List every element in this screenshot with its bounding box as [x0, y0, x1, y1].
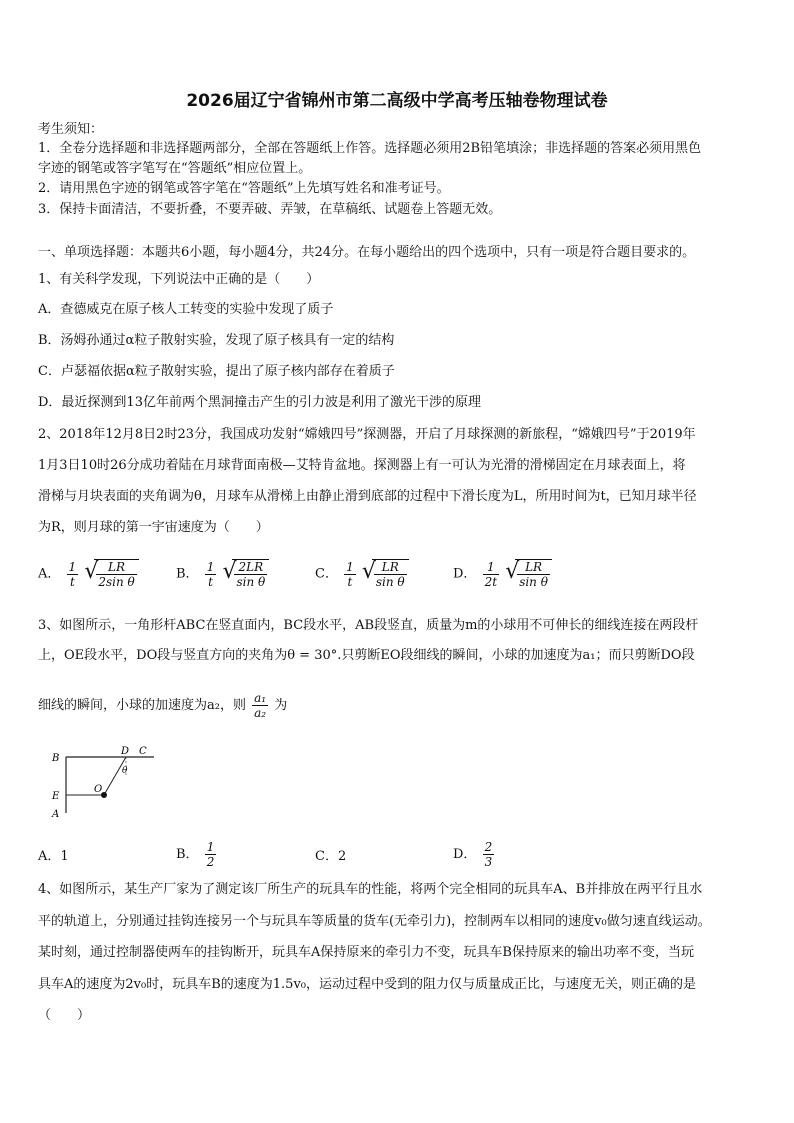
fig-label: B: [52, 753, 60, 764]
q1-stem: 1、有关科学发现，下列说法中正确的是（ ）: [38, 272, 320, 287]
q3-line: 细线的瞬间，小球的加速度为a₂，则 $\frac{\text{a₁}}{\text{a₂}}$ 为: [38, 691, 288, 720]
q2-line: 为R，则月球的第一宇宙速度为（ ）: [38, 520, 269, 535]
q1-option-d: D．最近探测到13亿年前两个黑洞撞击产生的引力波是利用了激光干涉的原理: [38, 395, 481, 410]
fig-label: θ: [122, 766, 128, 776]
fig-label: A: [52, 809, 60, 820]
q3-line: 3、如图所示，一角形杆ABC在竖直面内，BC段水平，AB段竖直，质量为m的小球用不可伸长的细线连接在两段杆: [38, 618, 699, 633]
q2-option-b: B． $\frac{1}{t}$ √ $\frac{2LR}{\text{sin θ}}$: [176, 559, 269, 589]
notice-line: 2．请用黑色字迹的钢笔或答字笔在“答题纸”上先填写姓名和准考证号。: [38, 181, 450, 196]
q2-line: 1月3日10时26分成功着陆在月球背面南极—艾特肯盆地。探测器上有一可认为光滑的滑梯固定在月球表面上，将: [38, 458, 686, 473]
fig-label: E: [52, 791, 60, 802]
fig-label: O: [94, 784, 103, 795]
q2-option-d: D． $\frac{1}{2t}$ √ $\frac{LR}{\text{sin θ}}$: [453, 559, 552, 589]
q2-option-c: C． $\frac{1}{t}$ √ $\frac{LR}{\text{sin θ}}$: [315, 559, 409, 589]
q3-line: 上，OE段水平，DO段与竖直方向的夹角为θ = 30°.只剪断EO段细线的瞬间，小球的加速度为a₁；而只剪断DO段: [38, 648, 695, 663]
q3-option-b: B． $\frac{1}{2}$: [176, 840, 215, 869]
q1-option-c: C．卢瑟福依据α粒子散射实验，提出了原子核内部存在着质子: [38, 364, 395, 379]
page-title: 2026届辽宁省锦州市第二高级中学高考压轴卷物理试卷: [186, 91, 608, 111]
q1-option-a: A．查德威克在原子核人工转变的实验中发现了质子: [38, 302, 334, 317]
q3-figure: [46, 745, 156, 825]
q4-line: （ ）: [38, 1008, 91, 1023]
notice-heading: 考生须知：: [38, 122, 104, 137]
section-heading: 一、单项选择题：本题共6小题，每小题4分，共24分。在每小题给出的四个选项中，只有一项是符合题目要求的。: [38, 245, 696, 260]
q2-option-a: A． $\frac{1}{t}$ √ $\frac{LR}{\text{2sin θ}}$: [38, 559, 139, 589]
notice-line: 1．全卷分选择题和非选择题两部分，全部在答题纸上作答。选择题必须用2B铅笔填涂；非选择题的答案必须用黑色: [38, 141, 702, 156]
fig-label: D: [121, 746, 130, 757]
q4-line: 具车A的速度为2v₀时，玩具车B的速度为1.5v₀，运动过程中受到的阻力仅与质量成正比，与速度无关，则正确的是: [38, 977, 696, 992]
q3-option-c: C．2: [315, 849, 347, 864]
q2-line: 滑梯与月块表面的夹角调为θ，月球车从滑梯上由静止滑到底部的过程中下滑长度为L，所用时间为t，已知月球半径: [38, 489, 697, 504]
q2-line: 2、2018年12月8日2时23分，我国成功发射“嫦娥四号”探测器，开启了月球探测的新旅程，“嫦娥四号”于2019年: [38, 427, 696, 442]
q1-option-b: B．汤姆孙通过α粒子散射实验，发现了原子核具有一定的结构: [38, 333, 395, 348]
q4-line: 某时刻，通过控制器使两车的挂钩断开，玩具车A保持原来的牵引力不变，玩具车B保持原来的输出功率不变，当玩: [38, 945, 694, 960]
notice-line: 3．保持卡面清洁，不要折叠，不要弄破、弄皱，在草稿纸、试题卷上答题无效。: [38, 202, 502, 217]
q3-option-d: D． $\frac{2}{3}$: [453, 840, 493, 869]
notice-line: 字迹的钢笔或答字笔写在“答题纸”相应位置上。: [38, 161, 312, 176]
fig-label: C: [139, 746, 147, 757]
q4-line: 平的轨道上，分别通过挂钩连接另一个与玩具车等质量的货车(无牵引力)，控制两车以相同的速度v₀做匀速直线运动。: [38, 914, 711, 929]
q3-option-a: A．1: [38, 849, 69, 864]
q4-line: 4、如图所示，某生产厂家为了测定该厂所生产的玩具车的性能，将两个完全相同的玩具车A、B并排放在两平行且水: [38, 882, 703, 897]
